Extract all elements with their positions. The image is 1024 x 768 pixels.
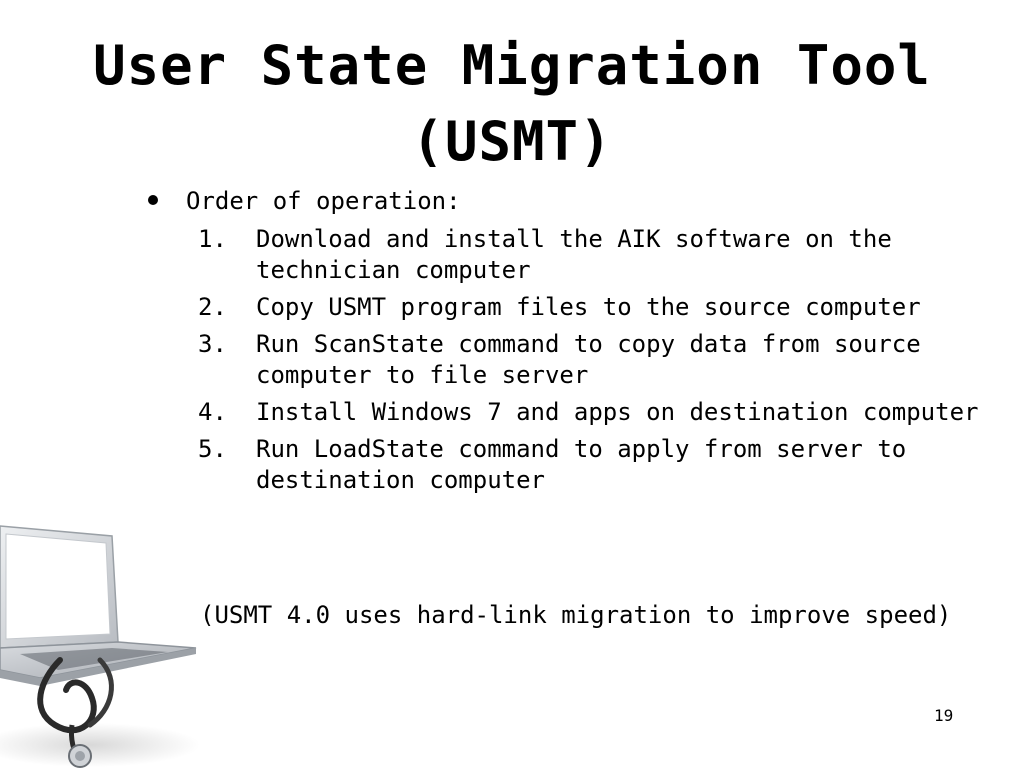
step-text: Install Windows 7 and apps on destination computer: [256, 398, 979, 426]
step-number: 1.: [198, 225, 227, 253]
step-text: Run ScanState command to copy data from source computer to file server: [256, 330, 921, 389]
steps-list: [146, 224, 1006, 496]
bullet-dot-icon: [148, 195, 158, 205]
slide-title: User State Migration Tool (USMT): [93, 34, 931, 173]
list-item: [146, 434, 1006, 496]
laptop-stethoscope-image: [0, 520, 220, 768]
step-text: Copy USMT program files to the source computer: [256, 293, 921, 321]
step-number: 5.: [198, 435, 227, 463]
step-number: 4.: [198, 398, 227, 426]
step-text: Run LoadState command to apply from server to destination computer: [256, 435, 907, 494]
step-number: 2.: [198, 293, 227, 321]
note-text: (USMT 4.0 uses hard-link migration to improve speed): [200, 601, 952, 629]
slide-content: [146, 186, 1006, 502]
list-item: [146, 292, 1006, 323]
list-item: [146, 397, 1006, 428]
list-item: [146, 224, 1006, 286]
list-item: [146, 329, 1006, 391]
step-text: Download and install the AIK software on the technician computer: [256, 225, 892, 284]
bullet-text: Order of operation:: [186, 187, 461, 215]
bullet-item: [146, 186, 1006, 218]
page-number: 19: [934, 706, 954, 725]
step-number: 3.: [198, 330, 227, 358]
